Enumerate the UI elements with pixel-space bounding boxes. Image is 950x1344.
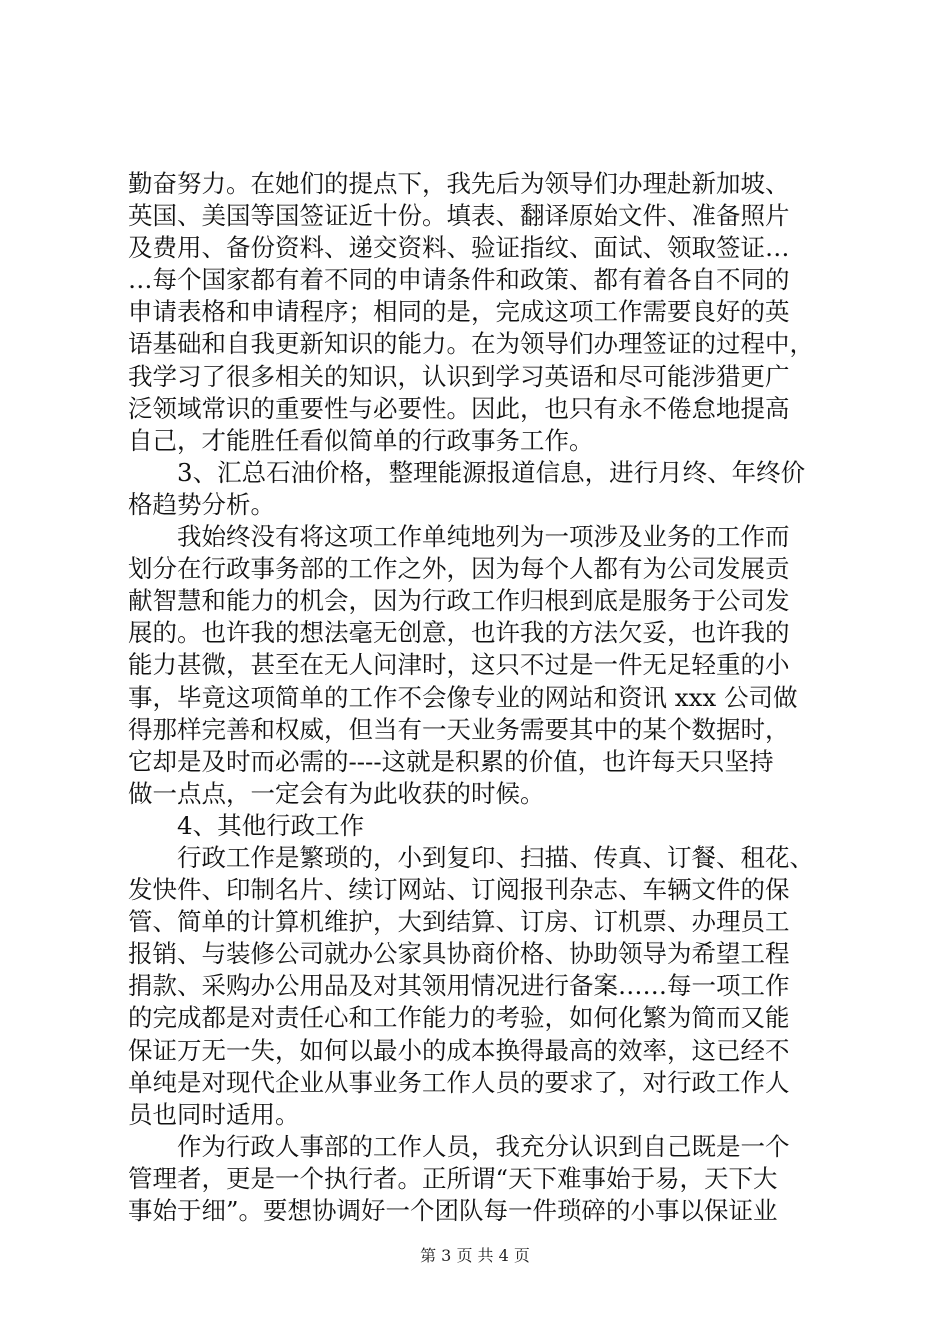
text-line: 单纯是对现代企业从事业务工作人员的要求了，对行政工作人: [128, 1067, 790, 1097]
text-line: 及费用、备份资料、递交资料、验证指纹、面试、领取签证…: [128, 233, 790, 263]
text-line: 格趋势分析。: [128, 489, 275, 519]
text-line: 自己，才能胜任看似简单的行政事务工作。: [128, 425, 594, 455]
text-line: 捐款、采购办公用品及对其领用情况进行备案……每一项工作: [128, 971, 790, 1001]
text-line: 的完成都是对责任心和工作能力的考验，如何化繁为简而又能: [128, 1003, 790, 1033]
text-line: 我始终没有将这项工作单纯地列为一项涉及业务的工作而: [177, 522, 790, 552]
text-line: 作为行政人事部的工作人员，我充分认识到自己既是一个: [177, 1131, 790, 1161]
text-line: 3、汇总石油价格，整理能源报道信息，进行月终、年终价: [177, 457, 806, 487]
text-line: 4、其他行政工作: [177, 810, 365, 840]
text-line: 事始于细”。要想协调好一个团队每一件琐碎的小事以保证业: [128, 1196, 778, 1225]
text-line: 事，毕竟这项简单的工作不会像专业的网站和资讯 xxx 公司做: [128, 682, 798, 712]
text-line: 它却是及时而必需的----这就是积累的价值，也许每天只坚持: [128, 746, 774, 776]
text-line: 管理者，更是一个执行者。正所谓“天下难事始于易，天下大: [128, 1163, 778, 1193]
text-line: 报销、与装修公司就办公家具协商价格、协助领导为希望工程: [128, 939, 790, 969]
text-line: 申请表格和申请程序；相同的是，完成这项工作需要良好的英: [128, 297, 790, 327]
text-line: 语基础和自我更新知识的能力。在为领导们办理签证的过程中，: [128, 329, 814, 359]
text-line: 泛领域常识的重要性与必要性。因此，也只有永不倦怠地提高: [128, 393, 790, 423]
text-line: 管、简单的计算机维护，大到结算、订房、订机票、办理员工: [128, 907, 790, 937]
text-line: 献智慧和能力的机会，因为行政工作归根到底是服务于公司发: [128, 586, 790, 616]
text-line: 英国、美国等国签证近十份。填表、翻译原始文件、准备照片: [128, 201, 790, 231]
text-line: 做一点点，一定会有为此收获的时候。: [128, 778, 545, 808]
text-line: 划分在行政事务部的工作之外，因为每个人都有为公司发展贡: [128, 554, 790, 584]
text-line: 行政工作是繁琐的，小到复印、扫描、传真、订餐、租花、: [177, 842, 814, 872]
text-line: 能力甚微，甚至在无人问津时，这只不过是一件无足轻重的小: [128, 650, 790, 680]
text-line: 展的。也许我的想法毫无创意，也许我的方法欠妥，也许我的: [128, 618, 790, 648]
text-line: 我学习了很多相关的知识，认识到学习英语和尽可能涉猎更广: [128, 361, 790, 391]
document-body: [128, 168, 840, 1227]
text-line: 发快件、印制名片、续订网站、订阅报刊杂志、车辆文件的保: [128, 875, 790, 905]
text-line: …每个国家都有着不同的申请条件和政策、都有着各自不同的: [128, 265, 790, 295]
page-footer: 第 3 页 共 4 页: [420, 1246, 530, 1265]
text-line: 保证万无一失，如何以最小的成本换得最高的效率，这已经不: [128, 1035, 790, 1065]
text-line: 勤奋努力。在她们的提点下，我先后为领导们办理赴新加坡、: [128, 169, 790, 198]
text-line: 得那样完善和权威，但当有一天业务需要其中的某个数据时，: [128, 714, 790, 744]
text-line: 员也同时适用。: [128, 1099, 300, 1129]
